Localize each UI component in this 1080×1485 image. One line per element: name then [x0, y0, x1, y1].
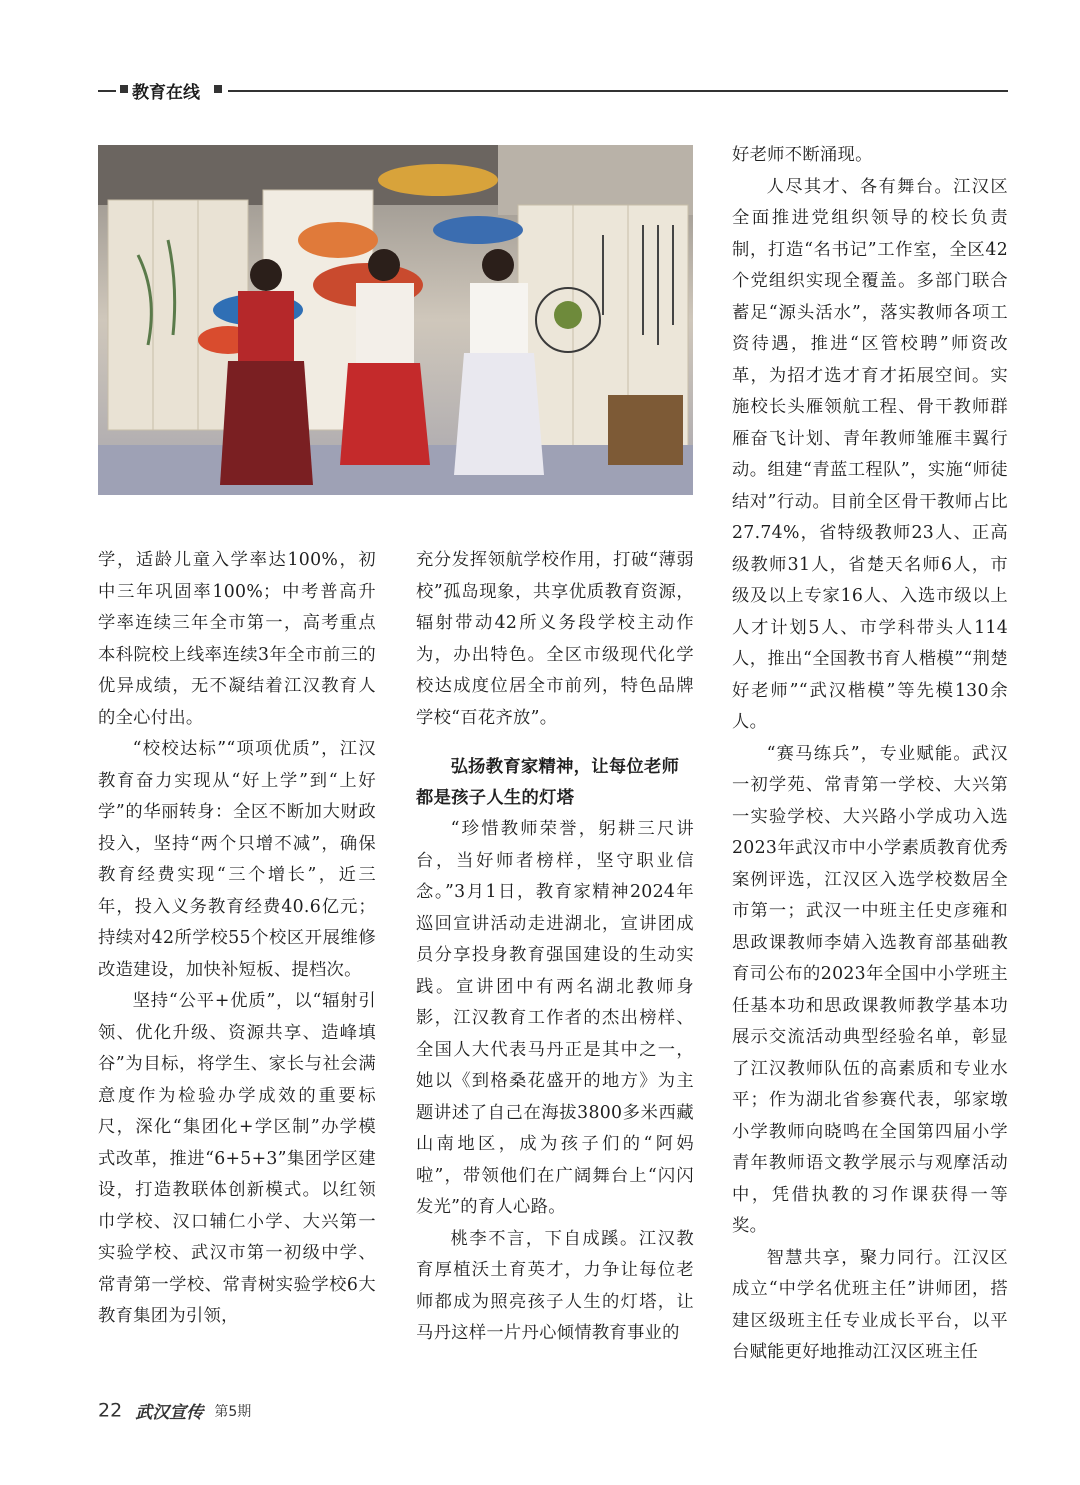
header-square-icon — [214, 85, 222, 93]
section-heading: 弘扬教育家精神，让每位老师都是孩子人生的灯塔 — [416, 757, 680, 808]
paragraph: “校校达标”“项项优质”，江汉教育奋力实现从“好上学”到“上好学”的华丽转身：全区不断加大财政投入，坚持“两个只增不减”，确保教育经费实现“三个增长”，近三年，投入义务教育经费40.6亿元；持续对42所学校55个校区开展维修改造建设，加快补短板、提档次。 — [98, 739, 376, 980]
paragraph: 好老师不断涌现。 — [732, 145, 873, 165]
section-title: 教育在线 — [132, 83, 200, 103]
paragraph: 智慧共享，聚力同行。江汉区成立“中学名优班主任”讲师团，搭建区级班主任专业成长平台，以平台赋能更好地推动江汉区班主任 — [732, 1247, 1008, 1362]
photo-illustration — [98, 145, 693, 495]
header-rule-right — [228, 90, 1008, 92]
header-rule-left — [98, 90, 116, 92]
paragraph: 人尽其才、各有舞台。江汉区全面推进党组织领导的校长负责制，打造“名书记”工作室，全区42个党组织实现全覆盖。多部门联合蓄足“源头活水”，落实教师各项工资待遇，推进“区管校聘”师资改革，为招才选才育才拓展空间。实施校长头雁领航工程、骨干教师群雁奋飞计划、青年教师雏雁丰翼行动。组建“青蓝工程队”，实施“师徒结对”行动。目前全区骨干教师占比27.74%，省特级教师23人、正高级教师31人，省楚天名师6人，市级及以上专家16人、入选市级以上人才计划5人、市学科带头人114人，推出“全国教书育人楷模”“荆楚好老师”“武汉楷模”等先模130余人。 — [732, 176, 1008, 732]
article-column-2 — [416, 545, 694, 1350]
paragraph: 桃李不言，下自成蹊。江汉教育厚植沃土育英才，力争让每位老师都成为照亮孩子人生的灯塔，让马丹这样一片丹心倾情教育事业的 — [416, 1228, 694, 1343]
paragraph: 学，适龄儿童入学率达100%，初中三年巩固率100%；中考普高升学率连续三年全市第一，高考重点本科院校上线率连续3年全市前三的优异成绩，无不凝结着江汉教育人的全心付出。 — [98, 550, 376, 728]
page-number: 22 — [98, 1399, 123, 1422]
issue-number: 第5期 — [214, 1403, 252, 1420]
article-column-1 — [98, 545, 376, 1333]
paragraph: 坚持“公平+优质”，以“辐射引领、优化升级、资源共享、造峰填谷”为目标，将学生、家长与社会满意度作为检验办学成效的重要标尺，深化“集团化+学区制”办学模式改革，推进“6+5+3”集团学区建设，打造教联体创新模式。以红领巾学校、汉口辅仁小学、大兴第一实验学校、武汉市第一初级中学、常青第一学校、常青树实验学校6大教育集团为引领， — [98, 991, 376, 1326]
page-footer — [98, 1398, 251, 1426]
magazine-name: 武汉宣传 — [135, 1403, 204, 1423]
paragraph: “赛马练兵”，专业赋能。武汉一初学苑、常青第一学校、大兴第一实验学校、大兴路小学成功入选2023年武汉市中小学素质教育优秀案例评选，江汉区入选学校数居全市第一；武汉一中班主任史彦雍和思政课教师李婧入选教育部基础教育司公布的2023年全国中小学班主任基本功和思政课教师教学基本功展示交流活动典型经验名单，彰显了江汉教师队伍的高素质和专业水平；作为湖北省参赛代表，邬家墩小学教师向晓鸣在全国第四届小学青年教师语文教学展示与观摩活动中，凭借执教的习作课获得一等奖。 — [732, 743, 1008, 1236]
section-header — [98, 78, 1008, 102]
article-photo — [98, 145, 693, 495]
paragraph: “珍惜教师荣誉，躬耕三尺讲台，当好师者榜样，坚守职业信念。”3月1日，教育家精神2024年巡回宣讲活动走进湖北，宣讲团成员分享投身教育强国建设的生动实践。宣讲团中有两名湖北教师身影，江汉教育工作者的杰出榜样、全国人大代表马丹正是其中之一，她以《到格桑花盛开的地方》为主题讲述了自己在海拔3800多米西藏山南地区，成为孩子们的“阿妈啦”，带领他们在广阔舞台上“闪闪发光”的育人心路。 — [416, 819, 694, 1217]
header-square-icon — [120, 85, 128, 93]
paragraph: 充分发挥领航学校作用，打破“薄弱校”孤岛现象，共享优质教育资源，辐射带动42所义务段学校主动作为，办出特色。全区市级现代化学校达成度位居全市前列，特色品牌学校“百花齐放”。 — [416, 550, 694, 728]
article-column-3 — [732, 140, 1008, 1369]
